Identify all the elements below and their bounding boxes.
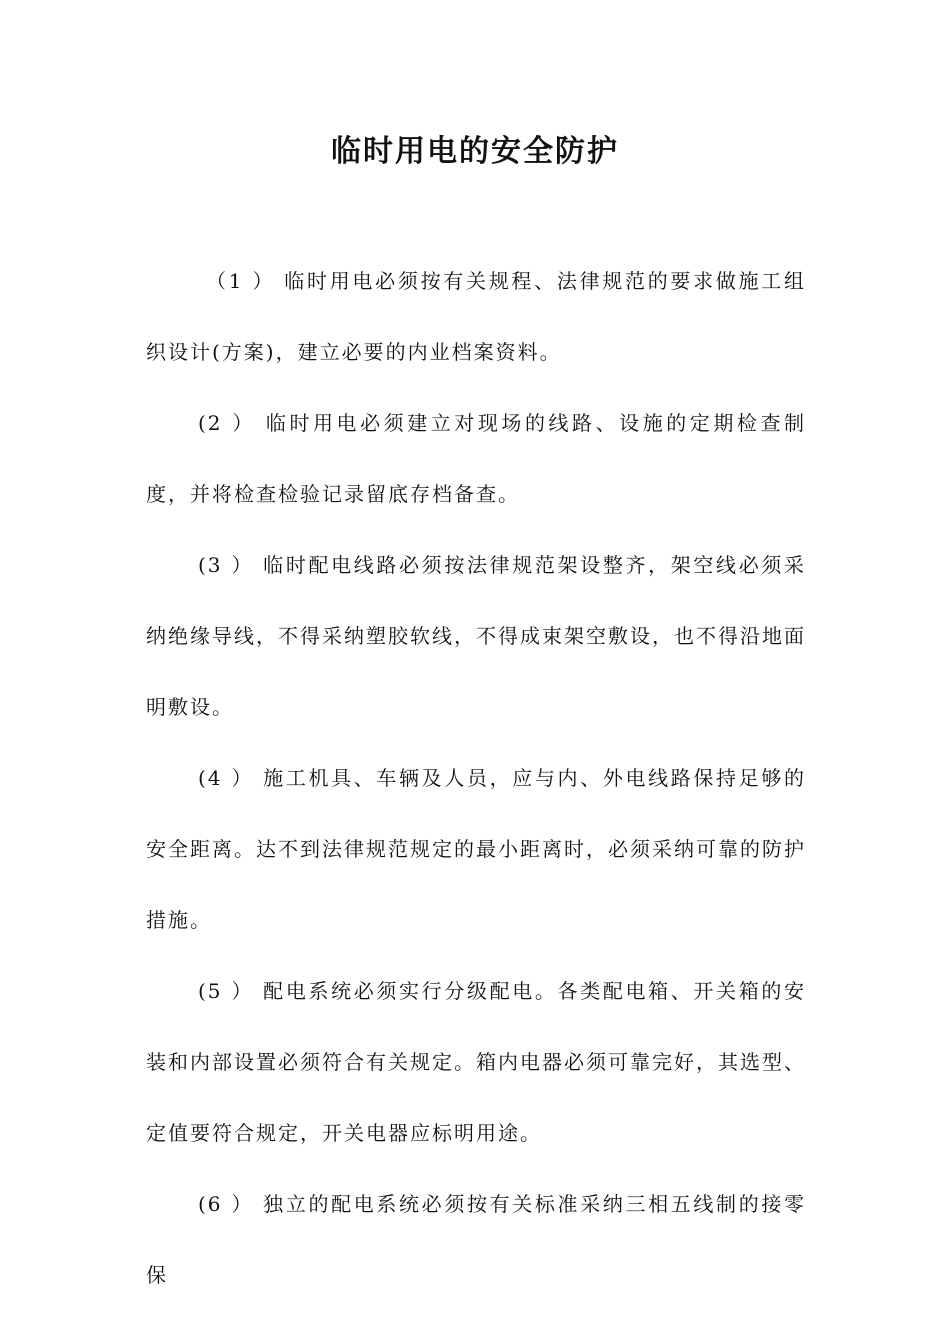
paragraph-4: (4 ） 施工机具、车辆及人员，应与内、外电线路保持足够的安全距离。达不到法律规范规定的最小距离时，必须采纳可靠的防护措施。 — [146, 766, 806, 932]
paragraph-3: (3 ） 临时配电线路必须按法律规范架设整齐，架空线必须采纳绝缘导线，不得采纳塑胶软线，不得成束架空敷设，也不得沿地面明敷设。 — [146, 553, 806, 719]
paragraph-2: (2 ） 临时用电必须建立对现场的线路、设施的定期检查制度，并将检查检验记录留底存档备查。 — [146, 411, 806, 506]
document-body — [146, 246, 806, 1311]
paragraph-5: (5 ） 配电系统必须实行分级配电。各类配电箱、开关箱的安装和内部设置必须符合有关规定。箱内电器必须可靠完好，其选型、定值要符合规定，开关电器应标明用途。 — [146, 979, 806, 1145]
paragraph-1: （1 ） 临时用电必须按有关规程、法律规范的要求做施工组织设计(方案)，建立必要的内业档案资料。 — [146, 269, 806, 364]
document-title: 临时用电的安全防护 — [331, 134, 619, 169]
paragraph-6: (6 ） 独立的配电系统必须按有关标准采纳三相五线制的接零保 — [146, 1192, 806, 1287]
